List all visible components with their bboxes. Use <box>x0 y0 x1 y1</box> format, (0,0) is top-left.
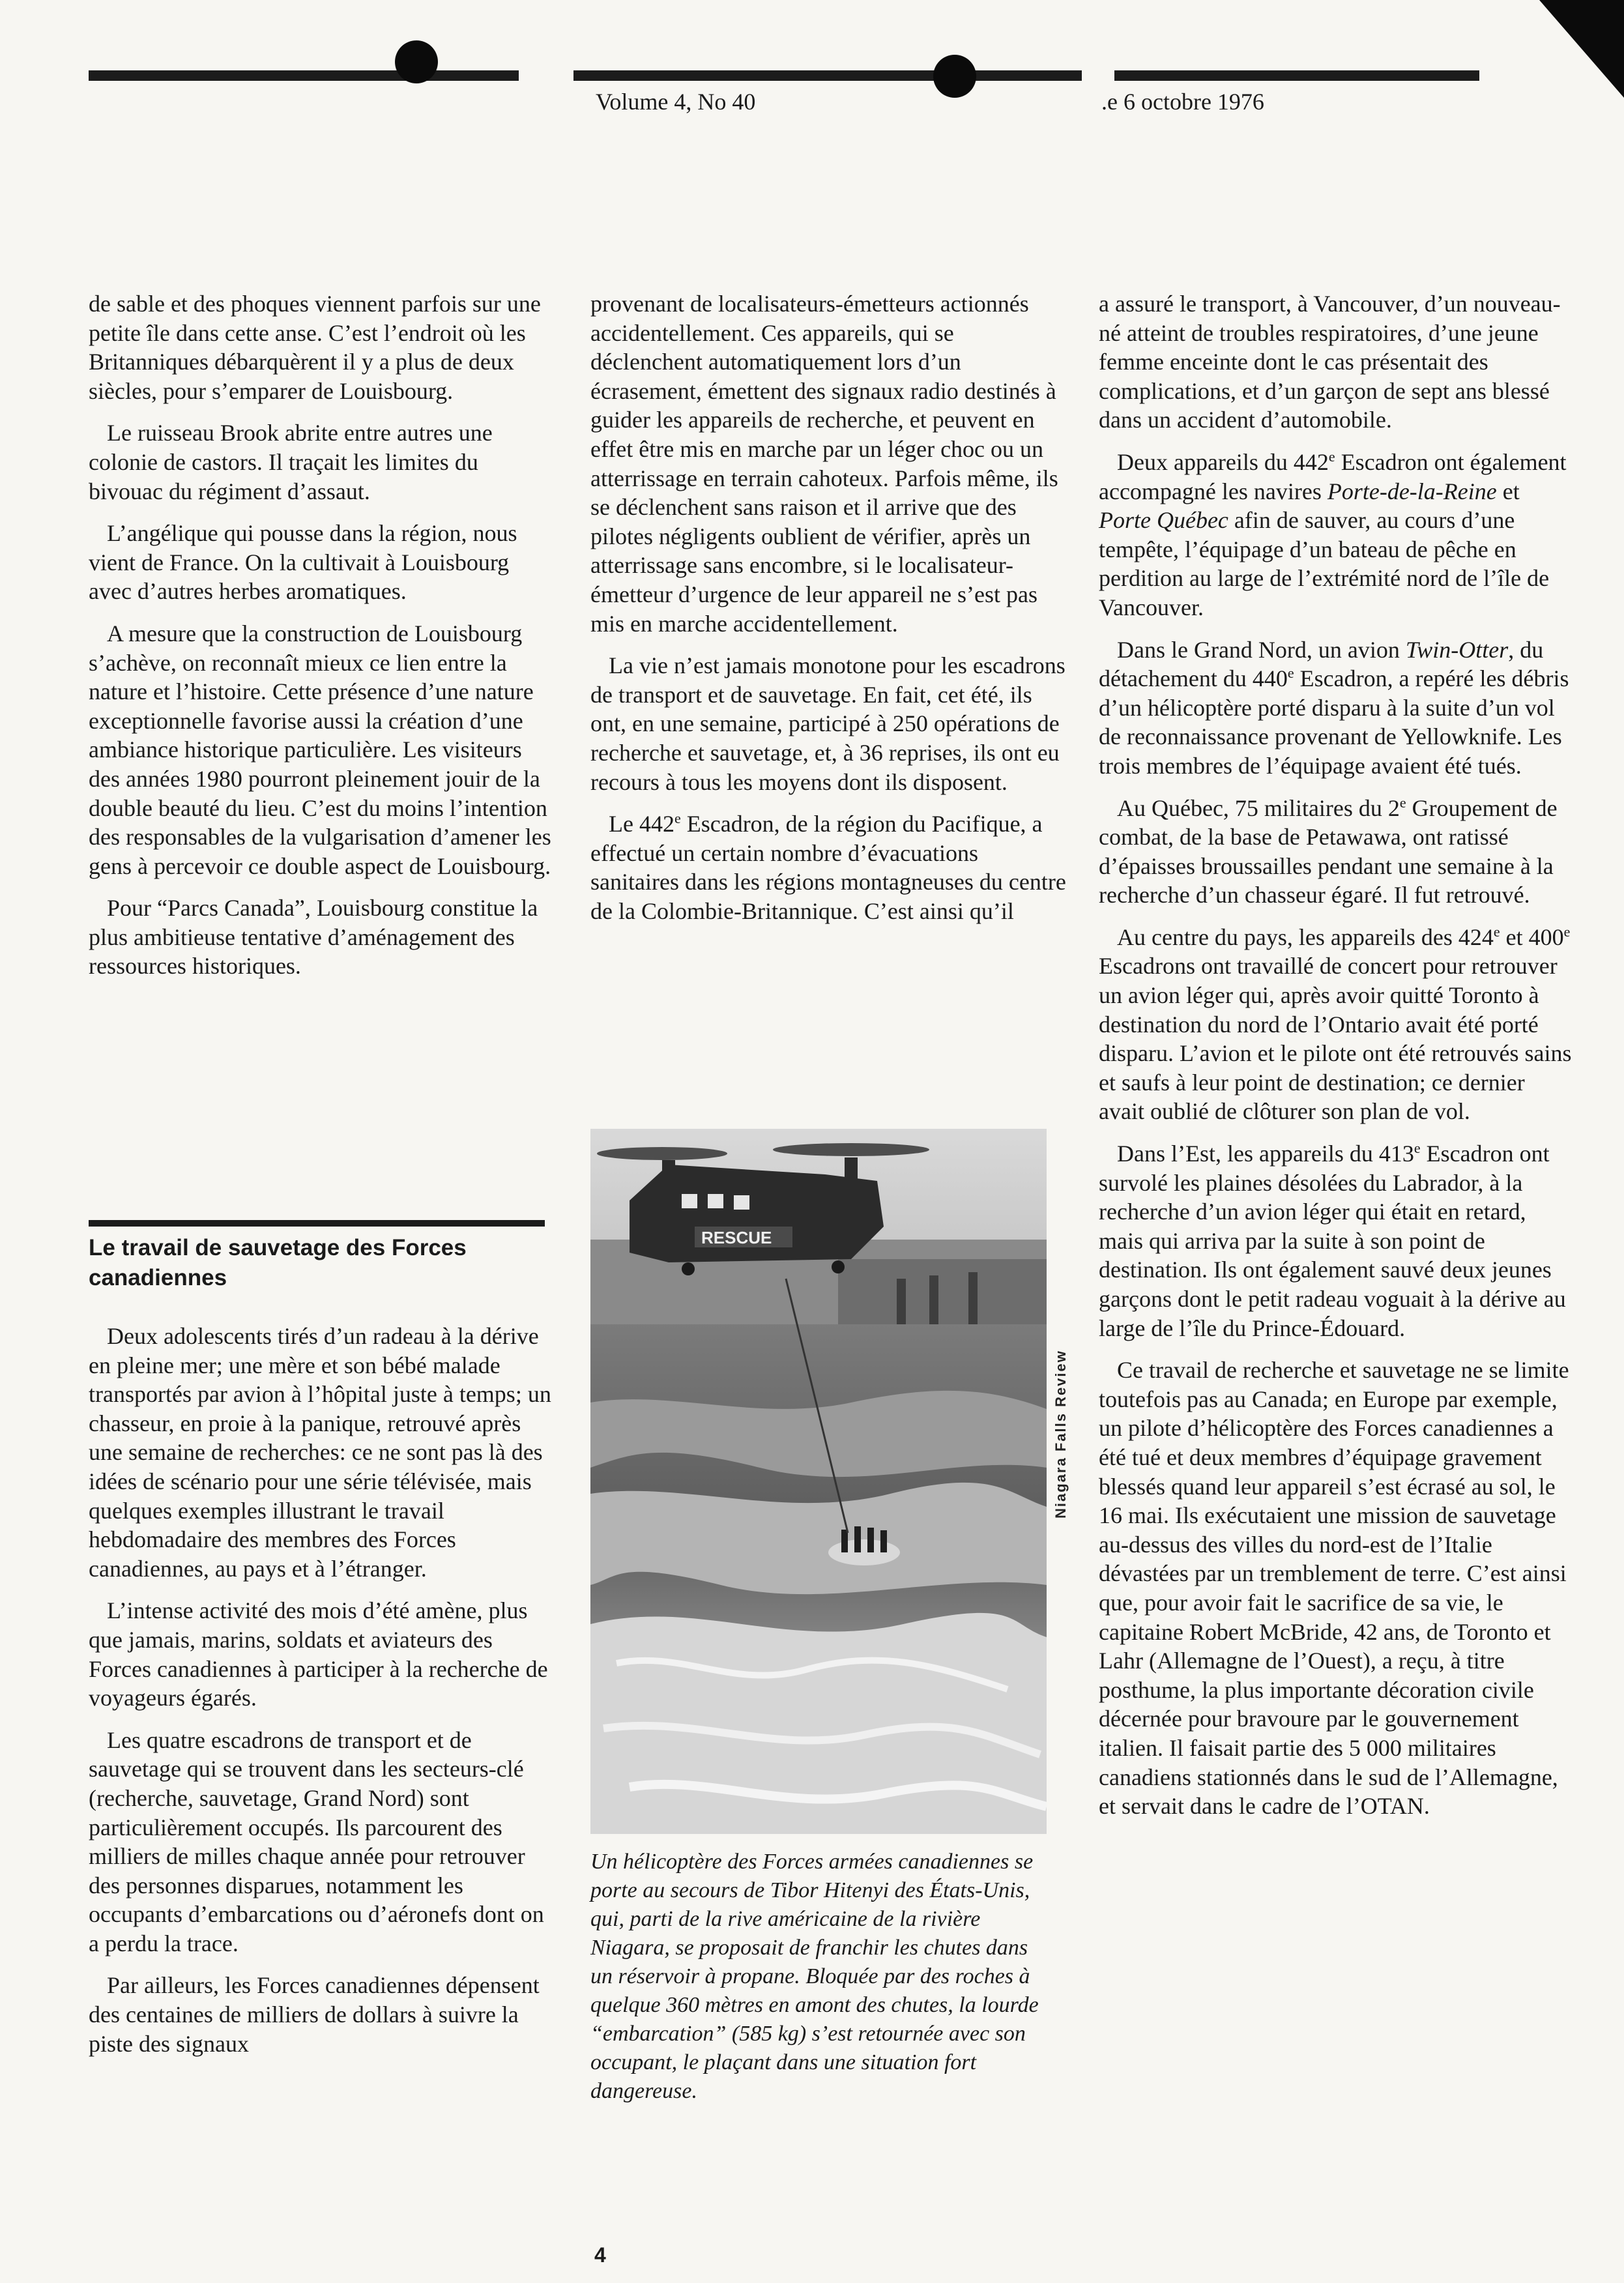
column-1-top <box>89 289 558 994</box>
paragraph: Le ruisseau Brook abrite entre autres une colonie de castors. Il traçait les limites du bivouac du régiment d’assaut. <box>89 420 493 504</box>
paragraph: Pour “Parcs Canada”, Louisbourg constitue la plus ambitieuse tentative d’aménagement des ressources historiques. <box>89 895 538 980</box>
paragraph: Deux appareils du 442e Escadron ont également accompagné les navires Porte-de-la-Reine et Porte Québec afin de sauver, au cours d’une tempête, l’équipage d’un bateau de pêche en perdition au large de l’extrémité nord de l’île de Vancouver. <box>1099 448 1567 620</box>
issue-volume: Volume 4, No 40 <box>596 89 756 115</box>
paragraph: Deux adolescents tirés d’un radeau à la dérive en pleine mer; une mère et son bébé malade transportés par avion à l’hôpital juste à temps; un chasseur, en proie à la panique, retrouvé après une semaine de recherches: ce ne sont pas là des idées de scénario pour une série télévisée, mais quelques exemples illustrant le travail hebdomadaire des membres des Forces canadiennes, au pays et à l’étranger. <box>89 1323 551 1582</box>
paragraph: La vie n’est jamais monotone pour les escadrons de transport et de sauvetage. En fait, cet été, ils ont, en une semaine, participé à 250 opérations de recherche et sauvetage, et, à 36 reprises, ils ont eu recours à tous les moyens dont ils disposent. <box>590 652 1066 795</box>
paragraph: Dans l’Est, les appareils du 413e Escadron ont survolé les plaines désolées du Labrador, à la recherche d’un avion léger qui était en retard, mais qui arriva par la suite à son point de destination. Ils ont également sauvé deux jeunes garçons dont le petit radeau voguait à la dérive au large de l’île du Prince-Édouard. <box>1099 1140 1566 1341</box>
page-corner-fold <box>1539 0 1624 98</box>
paragraph: Le 442e Escadron, de la région du Pacifique, a effectué un certain nombre d’évacuations sanitaires dans les régions montagneuses du centre de la Colombie-Britannique. C’est ainsi qu’il <box>590 810 1066 924</box>
column-2-top <box>590 289 1066 938</box>
paragraph: Ce travail de recherche et sauvetage ne se limite toutefois pas au Canada; en Europe par exemple, un pilote d’hélicoptère des Forces canadiennes a été tué et deux membres d’équipage gravement blessés quand leur appareil s’est écrasé au sol, le 16 mai. Ils exécutaient une mission de sauvetage au-dessus des villes du nord-est de l’Italie dévastées par un tremblement de terre. C’est ainsi que, pour avoir fait le sacrifice de sa vie, le capitaine Robert McBride, 42 ans, de Toronto et Lahr (Allemagne de l’Ouest), a reçu, à titre posthume, la plus importante décoration civile décernée pour bravoure par le gouvernement italien. Il faisait partie des 5 000 militaires canadiens stationnés dans le sud de l’Allemagne, et servait dans le cadre de l’OTAN. <box>1099 1357 1569 1820</box>
photo-illustration <box>590 1129 1047 1834</box>
header-rule-right <box>1114 70 1479 81</box>
paragraph: Au centre du pays, les appareils des 424e et 400e Escadrons ont travaillé de concert pour retrouver un avion léger qui, après avoir quitté Toronto à destination du nord de l’Ontario avait été porté disparu. L’avion et le pilote ont été retrouvés sains et saufs à leur point de destination; ce dernier avait oublié de clôturer son plan de vol. <box>1099 923 1572 1125</box>
paragraph: L’angélique qui pousse dans la région, nous vient de France. On la cultivait à Louisbourg avec d’autres herbes aromatiques. <box>89 520 517 605</box>
paragraph: L’intense activité des mois d’été amène, plus que jamais, marins, soldats et aviateurs des Forces canadiennes à participer à la recherche de voyageurs égarés. <box>89 1597 548 1711</box>
paragraph: Par ailleurs, les Forces canadiennes dépensent des centaines de milliers de dollars à suivre la piste des signaux <box>89 1972 540 2057</box>
header-rule-left <box>89 70 519 81</box>
section-rule <box>89 1220 545 1227</box>
helicopter-rescue-photo <box>590 1129 1047 1834</box>
page-number: 4 <box>594 2243 606 2267</box>
issue-date: .e 6 octobre 1976 <box>1101 89 1264 115</box>
svg-text:RESCUE: RESCUE <box>701 1228 772 1247</box>
punch-hole-center <box>933 55 976 98</box>
punch-hole-left <box>395 40 438 83</box>
paragraph: Dans le Grand Nord, un avion Twin-Otter, du détachement du 440e Escadron, a repéré les débris d’un hélicoptère porté disparu à la suite d’un vol de reconnaissance provenant de Yellowknife. Les trois membres de l’équipage avaient été tués. <box>1099 636 1569 779</box>
paragraph: A mesure que la construction de Louisbourg s’achève, on reconnaît mieux ce lien entre la nature et l’histoire. Cette présence d’une nature exceptionnelle favorise aussi la création d’une ambiance historique particulière. Les visiteurs des années 1980 pourront pleinement jouir de la double beauté du lieu. C’est du moins l’intention des responsables de la vulgarisation d’amener les gens à percevoir ce double aspect de Louisbourg. <box>89 620 551 879</box>
header-rule-center <box>573 70 1082 81</box>
paragraph: Au Québec, 75 militaires du 2e Groupement de combat, de la base de Petawawa, ont ratissé d’épaisses broussailles pendant une semaine à la recherche d’un chasseur égaré. Il fut retrouvé. <box>1099 794 1558 909</box>
paragraph: de sable et des phoques viennent parfois sur une petite île dans cette anse. C’est l’endroit où les Britanniques débarquèrent il y a plus de deux siècles, pour s’emparer de Louisbourg. <box>89 291 541 404</box>
photo-caption: Un hélicoptère des Forces armées canadiennes se porte au secours de Tibor Hitenyi des États-Unis, qui, parti de la rive américaine de la rivière Niagara, se proposait de franchir les chutes dans un réservoir à propane. Bloquée par des roches à quelque 360 mètres en amont des chutes, la lourde “embarcation” (585 kg) s’est retournée avec son occupant, le plaçant dans une situation fort dangereuse. <box>590 1850 1039 2103</box>
section-title: Le travail de sauvetage des Forces canadiennes <box>89 1235 467 1290</box>
paragraph: a assuré le transport, à Vancouver, d’un nouveau-né atteint de troubles respiratoires, d’une jeune femme enceinte dont le cas présentait des complications, et d’un garçon de sept ans blessé dans un accident d’automobile. <box>1099 291 1561 433</box>
paragraph: provenant de localisateurs-émetteurs actionnés accidentellement. Ces appareils, qui se déclenchent automatiquement lors d’un écrasement, émettent des signaux radio destinés à guider les appareils de recherche, et peuvent en effet être mis en marche par un léger choc ou un atterrissage en terrain cahoteux. Parfois même, ils se déclenchent sans raison et il arrive que des pilotes négligents oublient de vérifier, après un atterrissage sans encombre, si le localisateur-émetteur d’urgence de leur appareil ne s’est pas mis en marche accidentellement. <box>590 291 1058 637</box>
column-1-bottom <box>89 1322 558 2071</box>
paragraph: Les quatre escadrons de transport et de sauvetage qui se trouvent dans les secteurs-clé (recherche, sauvetage, Grand Nord) sont particulièrement occupés. Ils parcourent des milliers de milles chaque année pour retrouver des personnes disparues, notamment les occupants d’embarcations ou d’aéronefs dont on a perdu la trace. <box>89 1726 544 1956</box>
column-3 <box>1099 289 1574 1834</box>
